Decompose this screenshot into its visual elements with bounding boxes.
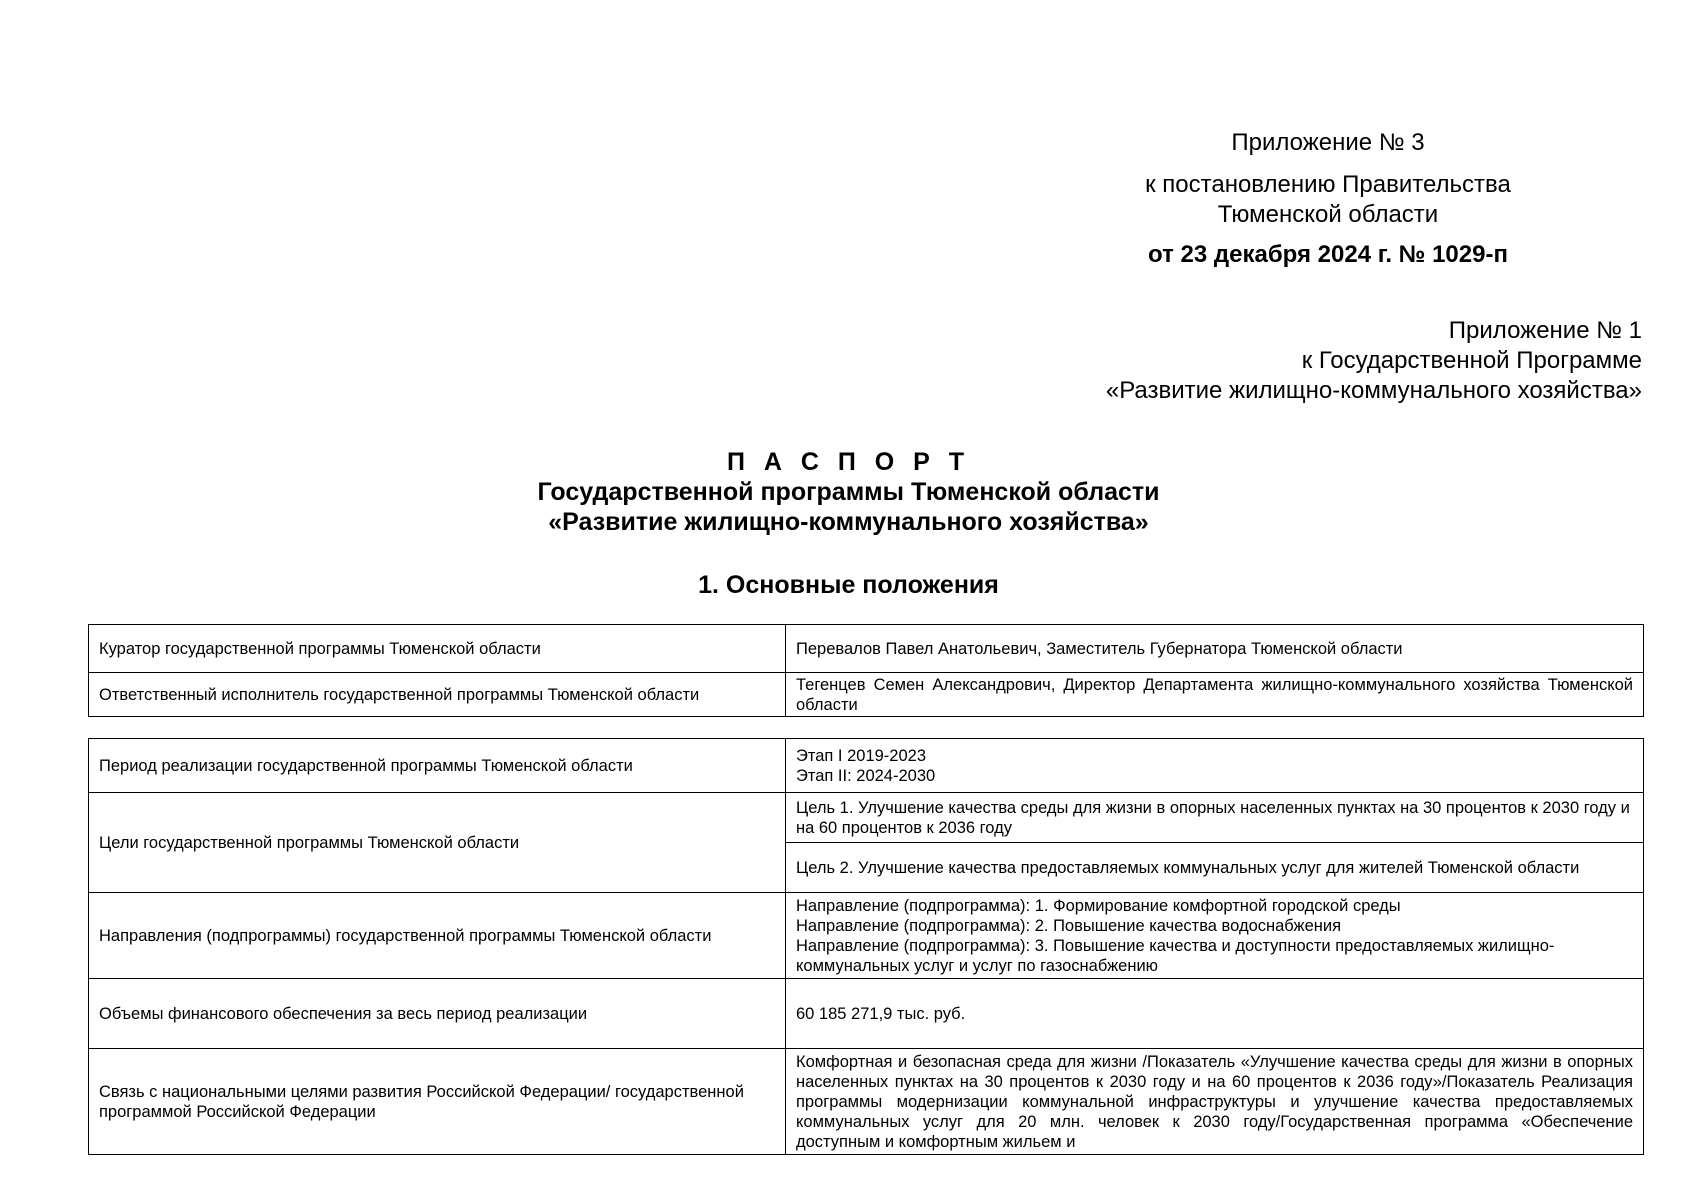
annex-number: Приложение № 1 (1448, 317, 1642, 344)
row-value (786, 739, 1644, 793)
annex-line: к Государственной Программе (1301, 347, 1642, 374)
decree-reference (1100, 128, 1556, 270)
direction-item: Направление (подпрограмма): 1. Формирование комфортной городской среды (796, 896, 1401, 915)
row-label: Цели государственной программы Тюменской области (89, 793, 786, 893)
title-program-name: «Развитие жилищно-коммунального хозяйства» (548, 508, 1149, 536)
period-stage: Этап I 2019-2023 (796, 746, 927, 765)
document-title (0, 447, 1697, 537)
direction-item: Направление (подпрограмма): 2. Повышение качества водоснабжения (796, 916, 1342, 935)
row-value: 60 185 271,9 тыс. руб. (786, 979, 1644, 1049)
row-value: Тегенцев Семен Александрович, Директор Департамента жилищно-коммунального хозяйства Тюменской области (786, 673, 1644, 717)
decree-line: Тюменской области (1217, 201, 1439, 228)
title-passport: П А С П О Р Т (726, 448, 971, 476)
table-row (89, 893, 1644, 979)
curator-table (88, 624, 1644, 717)
table-row (89, 979, 1644, 1049)
decree-line: к постановлению Правительства (1145, 171, 1511, 198)
row-value (786, 893, 1644, 979)
row-label: Ответственный исполнитель государственной программы Тюменской области (89, 673, 786, 717)
direction-item: Направление (подпрограмма): 3. Повышение качества и доступности предоставляемых жилищно-коммунальных услуг и услуг по газоснабжению (796, 936, 1555, 975)
section-heading: 1. Основные положения (698, 571, 999, 599)
row-label: Период реализации государственной программы Тюменской области (89, 739, 786, 793)
table-row (89, 1049, 1644, 1155)
goal-value: Цель 1. Улучшение качества среды для жизни в опорных населенных пунктах на 30 процентов к 2030 году и на 60 процентов к 2036 году (786, 793, 1644, 843)
table-row (89, 793, 1644, 843)
annex-program-name: «Развитие жилищно-коммунального хозяйства» (1105, 377, 1642, 404)
row-label: Направления (подпрограммы) государственной программы Тюменской области (89, 893, 786, 979)
table-row (89, 625, 1644, 673)
decree-annex-number: Приложение № 3 (1231, 129, 1425, 156)
program-details-table (88, 738, 1644, 1155)
row-value: Комфортная и безопасная среда для жизни /Показатель «Улучшение качества среды для жизни в опорных населенных пунктах на 30 процентов к 2030 году и на 60 процентов к 2036 году»/Показатель Реализация программы модернизации коммунальной инфраструктуры и улучшение качества предоставляемых коммунальных услуг для 20 млн. человек к 2030 году/Государственная программа «Обеспечение доступным и комфортным жильем и (786, 1049, 1644, 1155)
row-value: Перевалов Павел Анатольевич, Заместитель Губернатора Тюменской области (786, 625, 1644, 673)
row-label: Куратор государственной программы Тюменской области (89, 625, 786, 673)
period-stage: Этап II: 2024-2030 (796, 766, 936, 785)
table-row (89, 673, 1644, 717)
table-row (89, 739, 1644, 793)
program-annex-reference (942, 316, 1642, 406)
row-label: Связь с национальными целями развития Российской Федерации/ государственной программой Российской Федерации (89, 1049, 786, 1155)
goal-value: Цель 2. Улучшение качества предоставляемых коммунальных услуг для жителей Тюменской области (786, 843, 1644, 893)
row-label: Объемы финансового обеспечения за весь период реализации (89, 979, 786, 1049)
title-program: Государственной программы Тюменской области (537, 478, 1160, 506)
decree-date-number: от 23 декабря 2024 г. № 1029-п (1148, 241, 1508, 268)
